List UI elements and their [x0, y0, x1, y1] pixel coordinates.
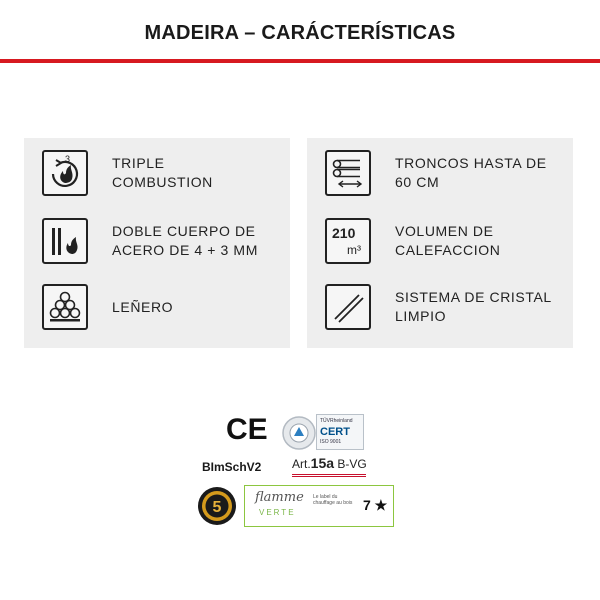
art15a-main: 15a	[310, 455, 335, 471]
feature-label: LEÑERO	[112, 299, 174, 315]
blmschv-label: BImSchV2	[202, 460, 262, 474]
feature-label: SISTEMA DE CRISTAL LIMPIO	[395, 289, 552, 324]
svg-text:m³: m³	[347, 243, 361, 257]
feature-label: TRIPLE COMBUSTION	[112, 155, 213, 190]
feature-double-body	[42, 218, 282, 268]
features-panel-right	[307, 138, 573, 348]
svg-text:5: 5	[212, 499, 222, 516]
heating-volume-icon	[325, 218, 371, 264]
art15a-prefix: Art.	[292, 457, 311, 471]
art15a-suffix: B-VG	[337, 457, 367, 471]
flamme-rating: 7 ★	[363, 497, 388, 513]
tuv-cert-label: CERT	[320, 426, 350, 438]
logs-length-icon	[325, 150, 371, 196]
tuv-iso: ISO 9001	[320, 439, 342, 445]
feature-logs-length	[325, 150, 565, 200]
features-panel-left	[24, 138, 290, 348]
tuv-brand: TÜVRheinland	[320, 418, 353, 424]
warranty-medal-icon	[197, 486, 237, 526]
tuv-cert-badge	[316, 414, 364, 450]
flamme-tagline: Le label du chauffage au bois	[313, 494, 353, 506]
page-title: MADEIRA – CARÁCTERÍSTICAS	[144, 22, 456, 44]
feature-triple-combustion	[42, 150, 282, 200]
clean-glass-icon	[325, 284, 371, 330]
wood-store-icon	[42, 284, 88, 330]
svg-text:210: 210	[332, 225, 356, 241]
double-body-steel-icon	[42, 218, 88, 264]
art15a-badge	[292, 455, 367, 471]
svg-text:3: 3	[65, 154, 71, 164]
flamme-verte-badge	[244, 485, 394, 527]
flamme-brand-top: flamme	[255, 490, 304, 505]
flamme-brand-bottom: VERTE	[259, 508, 296, 517]
ce-mark: CE	[226, 413, 268, 446]
title-divider	[0, 59, 600, 63]
feature-clean-glass	[325, 284, 565, 334]
feature-label: TRONCOS HASTA DE 60 CM	[395, 155, 547, 190]
feature-label: DOBLE CUERPO DE ACERO DE 4 + 3 MM	[112, 223, 258, 258]
austrian-flag-stripe	[292, 474, 366, 478]
feature-label: VOLUMEN DE CALEFACCION	[395, 223, 501, 258]
feature-heating-volume	[325, 218, 565, 268]
feature-wood-store	[42, 284, 282, 334]
triple-combustion-icon	[42, 150, 88, 196]
